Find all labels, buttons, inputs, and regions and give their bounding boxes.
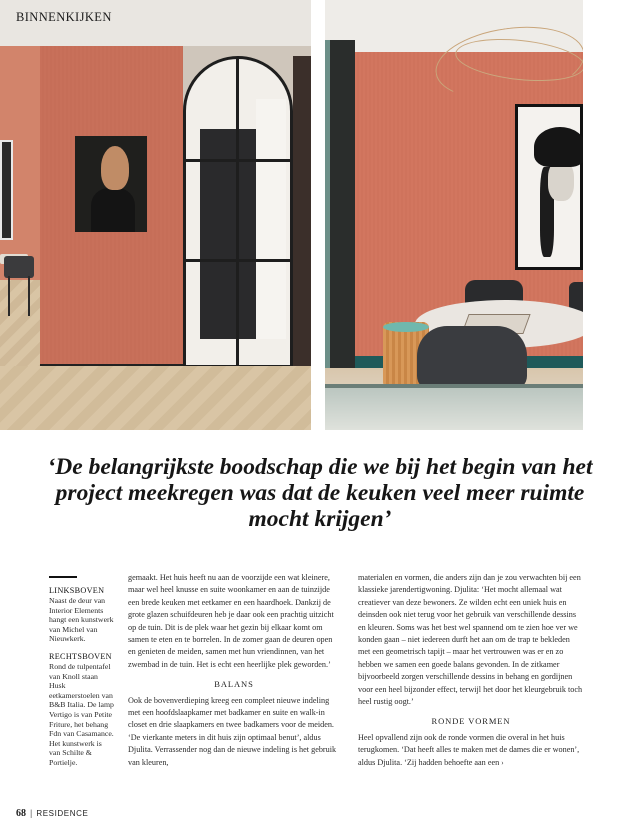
subheading: RONDE VORMEN: [431, 716, 511, 727]
article-column-2: [358, 572, 584, 769]
husk-chair: [417, 326, 527, 390]
page-footer: [16, 808, 88, 819]
caption-rule: [49, 576, 77, 578]
herringbone-floor: [0, 366, 311, 430]
artwork-michel-van-nieuwkerk: [75, 136, 147, 232]
glass-arched-door: [183, 56, 293, 368]
paragraph: gemaakt. Het huis heeft nu aan de voorzijde een wat kleinere, maar wel heel knusse en suite woonkamer en aan de tuinzijde een brede keuken met eetkamer en een haardhoek. Dankzij de grote glazen schuifdeuren heb je daar ook een prachtig uitzicht op de tuin. Dit is de plek waar het gezin bij elkaar komt om samen te eten en te borrelen. In de zomer gaan de deuren open en genieten de meiden, samen met hun vriendinnen, van het zwembad in de tuin. Het is echt een heerlijke plek geworden.’: [128, 573, 334, 669]
section-label: BINNENKIJKEN: [16, 10, 112, 24]
paragraph: Heel opvallend zijn ook de ronde vormen die overal in het huis terugkomen. ‘Dat heeft alles te maken met de dames die er wonen’, aldus Djulita. ‘Zij hadden behoefte aan een ›: [358, 732, 580, 767]
caption-text: Naast de deur van Interior Elements hangt een kunstwerk van Michel van Nieuwkerk.: [49, 596, 114, 644]
caption-title: LINKSBOVEN: [49, 586, 105, 595]
dining-room-photo: [325, 0, 583, 430]
continue-arrow-icon: ›: [501, 758, 504, 767]
photo-captions: [49, 576, 115, 768]
footer-separator: |: [30, 808, 33, 818]
page-number: 68: [16, 808, 26, 819]
paragraph: materialen en vormen, die anders zijn dan je zou verwachten bij een klassieke jarendertigwoning. Djulita: ‘Het mocht allemaal wat creatiever van deze bewoners. Ze wilden echt een uniek huis en deinsden ook niet terug voor het gebruik van verschillende dessins en kleuren. Soms was het best wel spannend om te zien hoe ver we konden gaan – niet iedereen durft het aan om de trap te bekleden met een geometrisch tapijt – maar het vertrouwen was er en zo hebben we samen een goede balans gevonden. In de zitkamer bijvoorbeeld zorgen verschillende dessins in behang en gordijnen voor een heel bijzonder effect, terwijl het door het kleurgebruik toch heel rustig oogt.’: [358, 573, 583, 707]
hallway-photo: [0, 0, 311, 430]
paragraph: Ook de bovenverdieping kreeg een compleet nieuwe indeling met een hoofdslaapkamer met badkamer en suite en walk-in closet en drie slaapkamers en twee badkamers voor de meiden. ‘De vierkante meters in dit huis zijn optimaal benut’, aldus Djulita. Verrassender nog dan de nieuwe indeling is het gebruik van kleuren,: [128, 695, 337, 767]
caption-title: RECHTSBOVEN: [49, 651, 112, 661]
subheading: BALANS: [214, 679, 254, 690]
artwork-schilte-portielje: [515, 104, 583, 270]
article-column-1: [128, 572, 340, 769]
caption-text: Rond de tulpentafel van Knoll staan Husk eetkamerstoelen van B&B Italia. De lamp Vertigo is van Petite Friture, het behang Fdn van Casamance. Het kunstwerk is van Schilte & Portielje.: [49, 661, 114, 767]
magazine-name: RESIDENCE: [36, 809, 89, 818]
pull-quote: ‘De belangrijkste boodschap die we bij het begin van het project meekregen was dat de keuken veel meer ruimte mocht krijgen’: [47, 454, 593, 532]
